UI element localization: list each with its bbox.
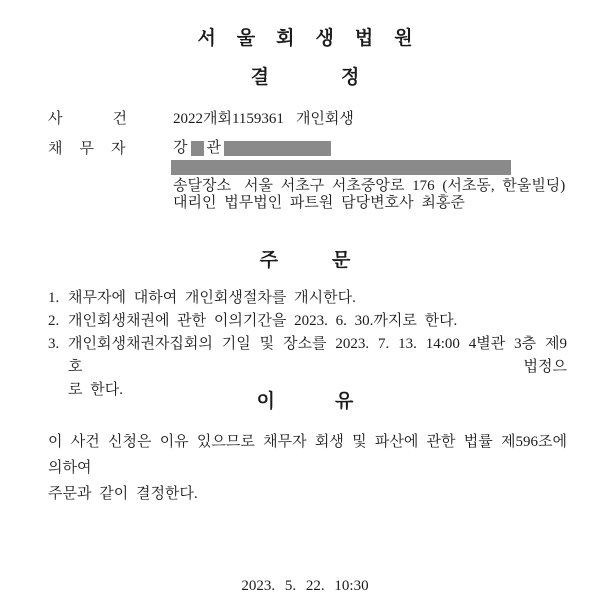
debtor-name-part-2: 관 [206, 140, 221, 156]
order-item-text: 개인회생채권에 관한 이의기간을 2023. 6. 30.까지로 한다. [68, 313, 458, 329]
reason-heading: 이유 [256, 391, 414, 412]
order-item-text-line-1: 개인회생채권자집회의 기일 및 장소를 2023. 7. 13. 14:00 4별관 3층 제9호 법정으 [68, 336, 567, 375]
reason-text-line-2: 주문과 같이 결정한다. [48, 486, 198, 502]
decision-title: 결정 [250, 67, 432, 88]
order-item-number: 1. [48, 290, 60, 306]
case-number: 2022개회1159361 [173, 111, 284, 127]
order-item-number: 2. [48, 313, 60, 329]
reason-text [48, 429, 567, 507]
order-item [48, 310, 567, 333]
order-heading-row [5, 251, 600, 271]
service-address-label: 송달장소 [173, 178, 231, 194]
court-title-row [5, 29, 600, 49]
order-item [48, 287, 567, 310]
case-value [173, 111, 354, 128]
debtor-label: 채무자 [48, 141, 143, 157]
attorney-line: 대리인 법무법인 파트원 담당변호사 최홍준 [173, 195, 465, 211]
case-label: 사건 [48, 111, 177, 127]
reason-text-line-1: 이 사건 신청은 이유 있으므로 채무자 회생 및 파산에 관한 법률 제596조에 의하여 [48, 434, 567, 476]
debtor-name [173, 140, 331, 157]
redaction-box-address [171, 160, 511, 175]
order-item-text: 채무자에 대하여 개인회생절차를 개시한다. [68, 290, 356, 306]
service-address-row [173, 178, 565, 195]
decision-datetime: 2023. 5. 22. 10:30 [241, 578, 369, 594]
order-item-number: 3. [48, 336, 60, 352]
redaction-box-middle-char [191, 141, 204, 156]
service-address-value: 서울 서초구 서초중앙로 176 (서초동, 한울빌딩) [243, 178, 566, 194]
debtor-name-part-1: 강 [173, 140, 188, 156]
redaction-box-name [224, 141, 331, 156]
case-type: 개인회생 [295, 111, 354, 127]
reason-heading-row [5, 392, 600, 412]
order-item-text-line-2: 로 한다. [68, 382, 123, 398]
court-title: 서울회생법원 [197, 28, 434, 49]
order-heading: 주문 [259, 250, 405, 271]
order-list [48, 287, 567, 402]
decision-title-row [5, 68, 600, 88]
